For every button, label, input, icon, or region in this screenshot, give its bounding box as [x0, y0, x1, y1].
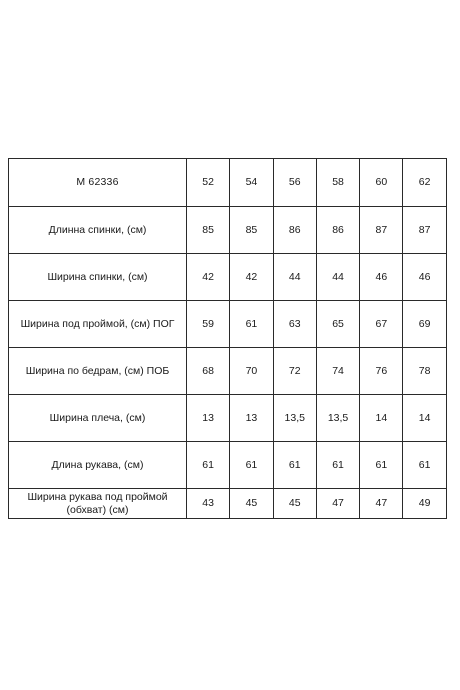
- table-cell: 13: [187, 395, 230, 442]
- size-header-52: 52: [187, 159, 230, 207]
- size-header-58: 58: [316, 159, 359, 207]
- table-cell: 47: [360, 489, 403, 519]
- table-row: [9, 207, 447, 254]
- table-cell: 43: [187, 489, 230, 519]
- table-cell: 70: [230, 348, 273, 395]
- table-cell: 87: [403, 207, 446, 254]
- row-label: Ширина плеча, (см): [9, 395, 187, 442]
- table-cell: 45: [230, 489, 273, 519]
- table-row: [9, 348, 447, 395]
- row-label: Ширина рукава под проймой (обхват) (см): [9, 489, 187, 519]
- table-cell: 87: [360, 207, 403, 254]
- table-cell: 85: [187, 207, 230, 254]
- table-row: [9, 301, 447, 348]
- size-header-60: 60: [360, 159, 403, 207]
- row-label: Ширина под проймой, (см) ПОГ: [9, 301, 187, 348]
- row-label: Ширина спинки, (см): [9, 254, 187, 301]
- table-cell: 45: [273, 489, 316, 519]
- table-cell: 61: [360, 442, 403, 489]
- table-cell: 61: [273, 442, 316, 489]
- table-cell: 74: [316, 348, 359, 395]
- table-row: [9, 442, 447, 489]
- table-cell: 76: [360, 348, 403, 395]
- table-cell: 47: [316, 489, 359, 519]
- table-cell: 86: [273, 207, 316, 254]
- table-cell: 78: [403, 348, 446, 395]
- row-label: Ширина по бедрам, (см) ПОБ: [9, 348, 187, 395]
- table-cell: 86: [316, 207, 359, 254]
- table-cell: 46: [360, 254, 403, 301]
- table-cell: 65: [316, 301, 359, 348]
- table-row: [9, 395, 447, 442]
- table-cell: 13,5: [273, 395, 316, 442]
- table-cell: 14: [360, 395, 403, 442]
- table-cell: 46: [403, 254, 446, 301]
- model-number: М 62336: [9, 159, 187, 207]
- row-label: Длина рукава, (см): [9, 442, 187, 489]
- table-cell: 49: [403, 489, 446, 519]
- header-row: [9, 159, 447, 207]
- table-cell: 61: [187, 442, 230, 489]
- table-row: [9, 254, 447, 301]
- table-cell: 42: [230, 254, 273, 301]
- table-cell: 61: [316, 442, 359, 489]
- table-cell: 61: [403, 442, 446, 489]
- table-cell: 69: [403, 301, 446, 348]
- row-label: Длинна спинки, (см): [9, 207, 187, 254]
- size-header-56: 56: [273, 159, 316, 207]
- table-cell: 59: [187, 301, 230, 348]
- table-cell: 67: [360, 301, 403, 348]
- size-header-62: 62: [403, 159, 446, 207]
- table-cell: 61: [230, 301, 273, 348]
- table-cell: 44: [316, 254, 359, 301]
- table-cell: 63: [273, 301, 316, 348]
- table-cell: 68: [187, 348, 230, 395]
- table-cell: 85: [230, 207, 273, 254]
- table-cell: 44: [273, 254, 316, 301]
- table-cell: 61: [230, 442, 273, 489]
- table-cell: 42: [187, 254, 230, 301]
- table-cell: 14: [403, 395, 446, 442]
- size-chart-table: [8, 158, 447, 519]
- table-cell: 13,5: [316, 395, 359, 442]
- table-row: [9, 489, 447, 519]
- table-cell: 72: [273, 348, 316, 395]
- table-cell: 13: [230, 395, 273, 442]
- size-header-54: 54: [230, 159, 273, 207]
